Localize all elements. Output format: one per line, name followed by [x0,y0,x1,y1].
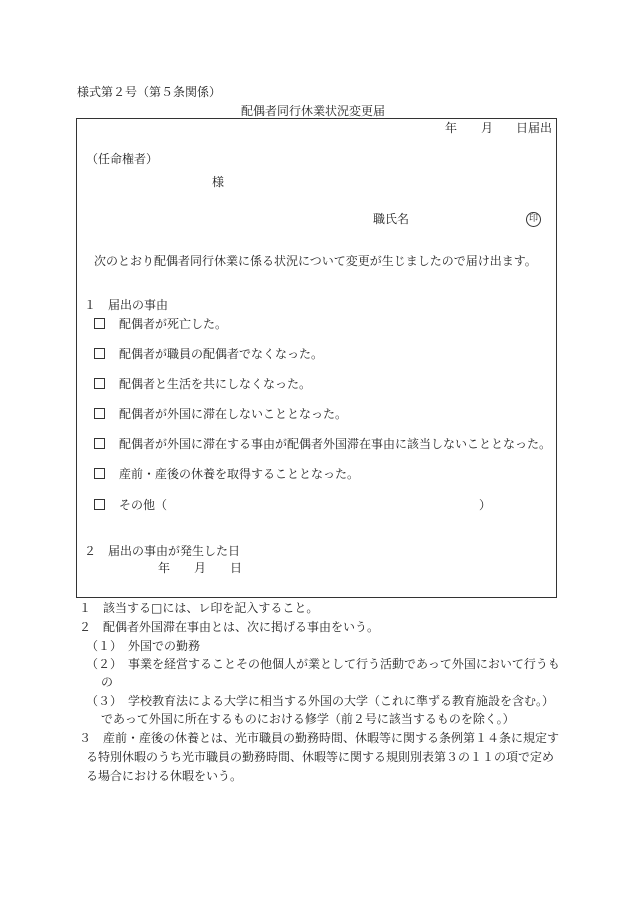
intro-text: 次のとおり配偶者同行休業に係る状況について変更が生じましたので届け出ます。 [94,254,537,268]
note-2-3: （３） 学校教育法による大学に相当する外国の大学（これに準ずる教育施設を含む。） [86,694,555,708]
reason-item[interactable] [94,467,359,481]
checkbox[interactable] [94,318,105,329]
checkbox[interactable] [94,348,105,359]
appointer-label: （任命権者） [86,152,159,166]
form-number: 様式第２号（第５条関係） [77,85,222,99]
checkbox[interactable] [94,468,105,479]
occur-day: 日 [230,561,243,575]
note-2-2-cont: の [101,675,114,689]
reason-item[interactable] [94,377,311,391]
date-month: 月 [481,121,494,135]
reason-item[interactable] [94,317,227,331]
other-close-paren: ） [479,498,492,512]
note-3: ３ 産前・産後の休養とは、光市職員の勤務時間、休暇等に関する条例第１４条に規定す [79,731,560,745]
checkbox[interactable] [94,408,105,419]
note-2: ２ 配偶者外国滞在事由とは、次に掲げる事由をいう。 [79,620,380,634]
seal-icon: 印 [526,212,541,227]
note-3-cont-1: る特別休暇のうち光市職員の勤務時間、休暇等に関する規則別表第３の１１の項で定め [86,750,555,764]
reason-label: 配偶者と生活を共にしなくなった。 [119,377,312,391]
occur-year: 年 [158,561,171,575]
note-2-3-cont: であって外国に所在するものにおける修学（前２号に該当するものを除く。） [101,712,515,726]
reason-item[interactable] [94,347,323,361]
checkbox[interactable] [94,438,105,449]
section1-heading: １ 届出の事由 [84,298,169,312]
other-open-label: その他（ [119,498,168,512]
section2-heading: ２ 届出の事由が発生した日 [84,544,241,558]
reason-label: 産前・産後の休養を取得することとなった。 [119,467,360,481]
note-2-1: （１） 外国での勤務 [86,639,201,653]
note-3-cont-2: る場合における休暇をいう。 [86,769,243,783]
form-title: 配偶者同行休業状況変更届 [241,104,386,118]
reason-label: 配偶者が死亡した。 [119,317,228,331]
date-year: 年 [445,121,458,135]
sama-label: 様 [212,175,225,189]
reason-label: 配偶者が職員の配偶者でなくなった。 [119,347,324,361]
occur-month: 月 [194,561,207,575]
reason-label: 配偶者が外国に滞在しないこととなった。 [119,407,348,421]
reason-item[interactable] [94,437,551,451]
checkbox[interactable] [94,499,105,510]
date-day: 日届出 [516,121,553,135]
note-1: １ 該当する□には、レ印を記入すること。 [79,601,319,615]
reason-item-other[interactable] [94,498,167,512]
note-2-2: （２） 事業を経営することその他個人が業として行う活動であって外国において行うも [86,657,560,671]
reason-item[interactable] [94,407,347,421]
seal-mark [526,210,541,227]
reason-label: 配偶者が外国に滞在する事由が配偶者外国滞在事由に該当しないこととなった。 [119,437,552,451]
checkbox[interactable] [94,378,105,389]
name-label: 職氏名 [373,212,410,226]
